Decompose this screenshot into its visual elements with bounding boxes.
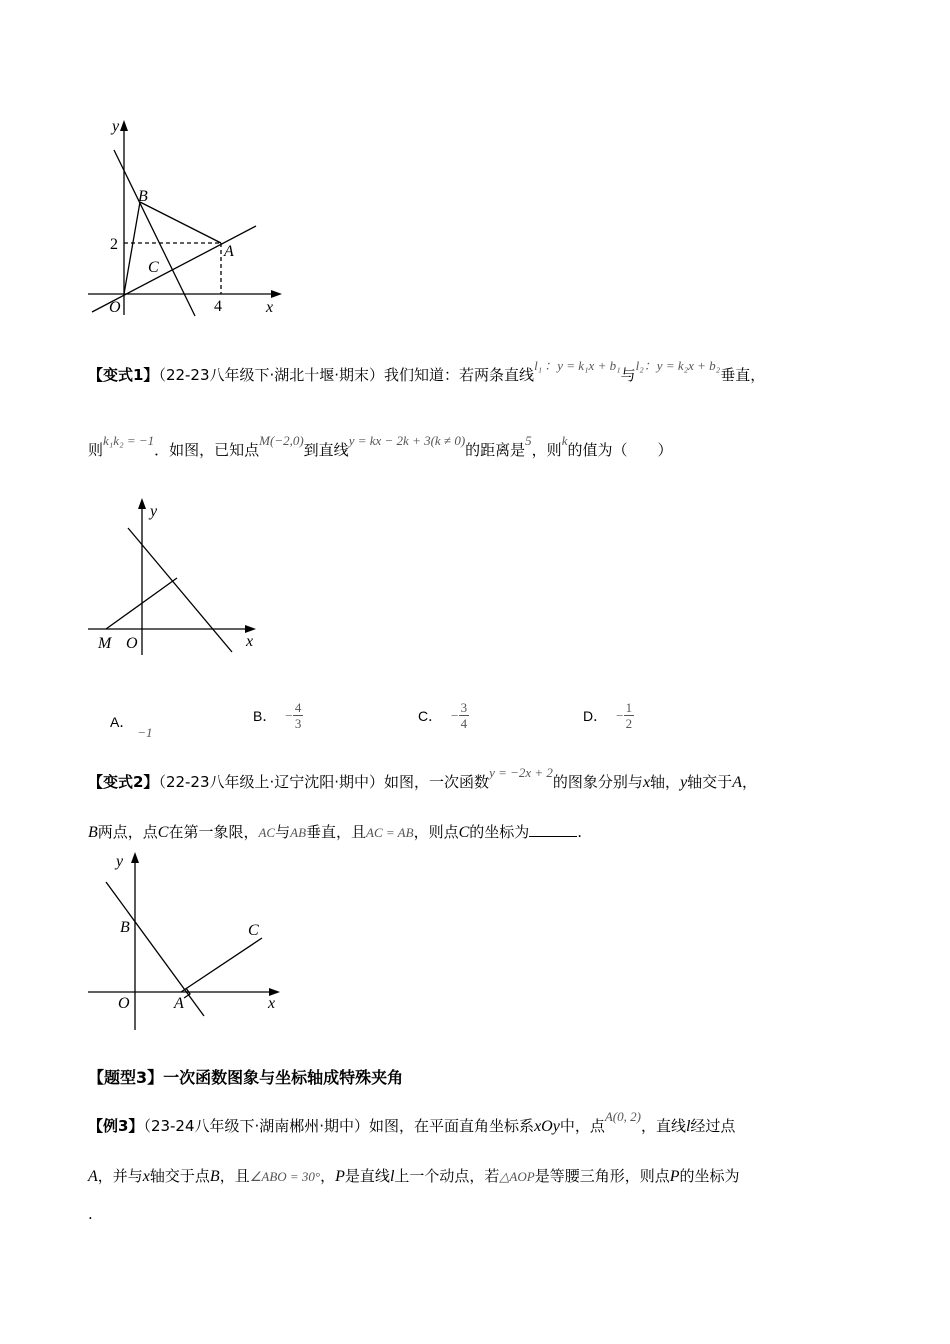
option-C[interactable]: C． − $\frac{3}{4}$ — [418, 700, 468, 731]
variant1-line1: 【变式1】（22-23八年级下·湖北十堰·期末）我们知道：若两条直线l₁ ：y = k₁x + b₁与l₂：y = k₂x + b₂垂直， — [88, 358, 766, 384]
example3-end-dot: . — [88, 1205, 93, 1223]
fig3-line-AC — [181, 938, 262, 992]
example3-tag: 【例3】 — [88, 1117, 144, 1135]
variant1-l1: l₁ — [534, 358, 543, 373]
fig3-A-label: A — [174, 995, 184, 1012]
option-C-fraction: $\frac{3}{4}$ — [460, 700, 468, 731]
variant1-line-eq: y = kx − 2k + 3(k ≠ 0) — [348, 433, 466, 448]
fig3-B-label: B — [120, 919, 130, 936]
fig1-4-label: 4 — [214, 298, 222, 315]
type3-title: 【题型3】一次函数图象与坐标轴成特殊夹角 — [88, 1068, 404, 1087]
figure-3 — [80, 848, 290, 1038]
variant1-eq1: y = k₁x + b₁ — [557, 358, 621, 373]
fig2-M-label: M — [98, 635, 112, 652]
fig1-segment-OB — [124, 202, 140, 294]
example3-line2: A，并与x轴交于点B，且∠ABO = 30°，P是直线l上一个动点，若△AOP是等腰三角形，则点P的坐标为 — [88, 1167, 740, 1185]
fig1-C-label: C — [148, 259, 159, 276]
variant2-line1: 【变式2】（22-23八年级上·辽宁沈阳·期中）如图，一次函数y = −2x + 2的图象分别与x轴，y轴交于A， — [88, 765, 757, 791]
fig3-y-arrow — [131, 852, 139, 863]
fig1-segment-BA — [140, 202, 221, 243]
fig1-y-arrow — [120, 120, 128, 131]
variant1-eq2: y = k₂x + b₂ — [656, 358, 721, 373]
fig2-x-arrow — [245, 625, 256, 633]
fig3-x-label: x — [268, 995, 276, 1012]
fig1-line-steep — [114, 150, 195, 316]
fig1-x-label: x — [266, 299, 274, 316]
fig1-x-arrow — [271, 290, 282, 298]
fig1-y-label: y — [112, 118, 120, 135]
fig2-line-decreasing — [128, 528, 232, 652]
variant2-line2: B两点，点C在第一象限，AC与AB垂直，且AC = AB，则点C的坐标为 . — [88, 823, 583, 841]
figure-2 — [80, 495, 270, 655]
fig1-2-label: 2 — [110, 236, 118, 253]
figure-1 — [80, 110, 290, 330]
variant1-five: 5 — [525, 433, 532, 448]
variant1-perp: 垂直， — [720, 366, 766, 384]
variant1-point-M: M(−2,0) — [259, 433, 304, 448]
example3-line1: 【例3】（23-24八年级下·湖南郴州·期中）如图，在平面直角坐标系xOy中，点A(0, 2)，直线l经过点 — [88, 1109, 736, 1135]
option-A[interactable]: A． −1 — [110, 714, 153, 740]
variant1-line2: 则k₁k₂ = −1．如图，已知点M(−2,0)到直线y = kx − 2k + 3(k ≠ 0)的距离是5，则k的值为（ ） — [88, 433, 673, 459]
fig2-y-arrow — [138, 498, 146, 509]
variant1-kk: k₁k₂ = −1 — [103, 433, 155, 448]
variant1-l2: l₂ — [635, 358, 644, 373]
variant2-tag: 【变式2】 — [88, 773, 159, 791]
option-B[interactable]: B． − $\frac{4}{3}$ — [253, 700, 302, 731]
fig2-x-label: x — [246, 633, 254, 650]
variant1-k: k — [561, 433, 568, 448]
fig1-A-label: A — [224, 243, 234, 260]
variant1-with: 与 — [620, 366, 636, 384]
fig3-O-label: O — [118, 995, 130, 1012]
fig3-y-label: y — [116, 853, 124, 870]
variant1-tag: 【变式1】 — [88, 366, 159, 384]
option-B-fraction: $\frac{4}{3}$ — [294, 700, 302, 731]
fig2-O-label: O — [126, 635, 138, 652]
fig2-y-label: y — [150, 503, 158, 520]
option-D[interactable]: D． − $\frac{1}{2}$ — [583, 700, 633, 731]
variant1-source: （22-23八年级下·湖北十堰·期末）我们知道：若两条直线 — [158, 366, 535, 384]
variant2-answer-blank[interactable] — [529, 822, 577, 837]
variant2-func: y = −2x + 2 — [489, 765, 553, 780]
fig1-B-label: B — [138, 188, 148, 205]
fig1-O-label: O — [109, 299, 121, 316]
fig3-C-label: C — [248, 922, 259, 939]
option-D-fraction: $\frac{1}{2}$ — [625, 700, 633, 731]
example3-point-A: A(0, 2) — [604, 1109, 641, 1124]
